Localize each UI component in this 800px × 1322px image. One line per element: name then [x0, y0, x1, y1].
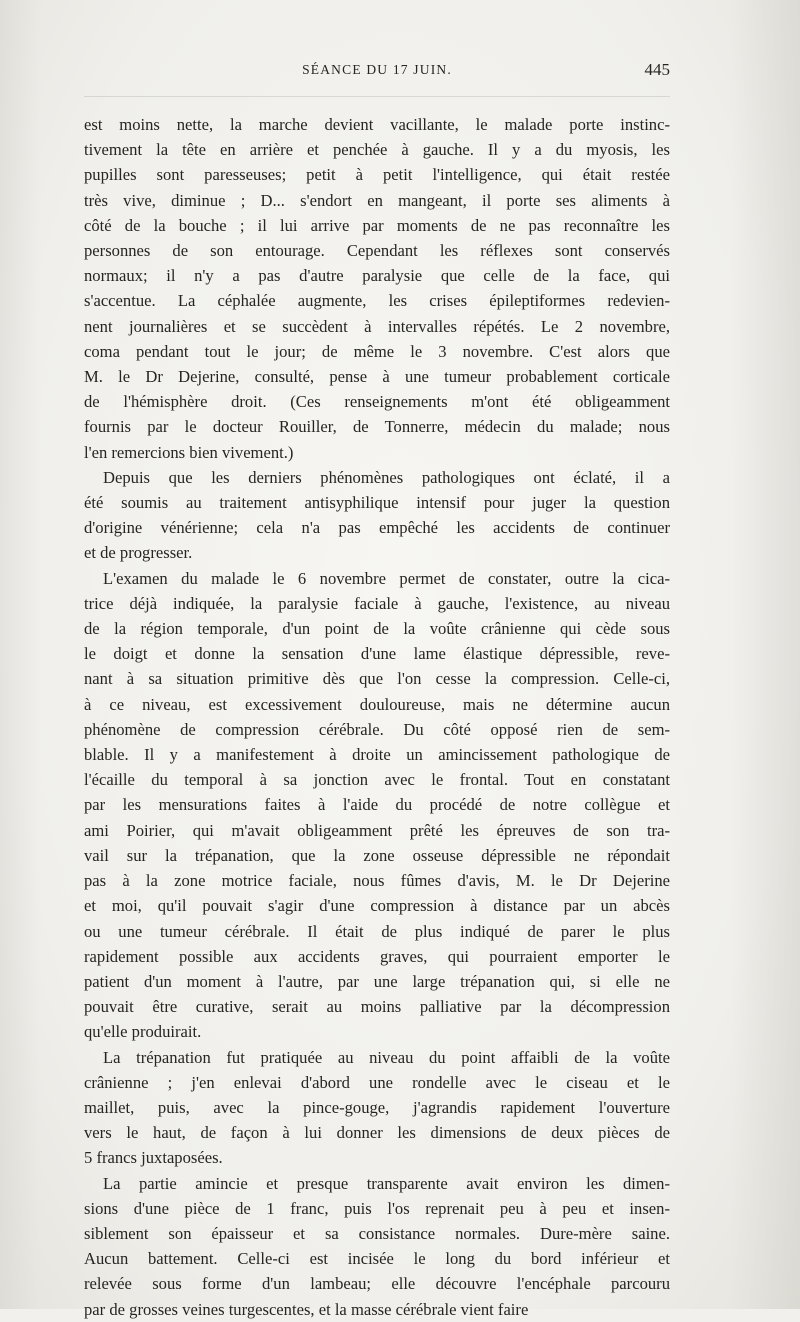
- text-line: La partie amincie et presque transparente avait environ les dimen-: [103, 1173, 670, 1193]
- text-line: à ce niveau, est excessivement douloureuse, mais ne détermine aucun: [84, 694, 670, 714]
- text-line: été soumis au traitement antisyphilique intensif pour juger la question: [84, 493, 670, 513]
- text-line: L'examen du malade le 6 novembre permet de constater, outre la cica-: [103, 568, 670, 588]
- text-line: personnes de son entourage. Cependant les réflexes sont conservés: [84, 241, 670, 261]
- text-line: pupilles sont paresseuses; petit à petit l'intelligence, qui était restée: [84, 165, 670, 185]
- text-line: qu'elle produirait.: [84, 1022, 202, 1042]
- text-line: de la région temporale, d'un point de la voûte crânienne qui cède sous: [84, 619, 670, 639]
- text-line: côté de la bouche ; il lui arrive par moments de ne pas reconnaître les: [84, 215, 670, 235]
- text-line: très vive, diminue ; D... s'endort en mangeant, il porte ses aliments à: [84, 190, 670, 210]
- text-line: sions d'une pièce de 1 franc, puis l'os reprenait peu à peu et insen-: [84, 1198, 670, 1218]
- text-line: par de grosses veines turgescentes, et la masse cérébrale vient faire: [84, 1299, 529, 1319]
- text-line: crânienne ; j'en enlevai d'abord une rondelle avec le ciseau et le: [84, 1072, 670, 1092]
- body-text: [84, 112, 670, 1322]
- text-line: relevée sous forme d'un lambeau; elle découvre l'encéphale parcouru: [84, 1274, 670, 1294]
- text-line: Aucun battement. Celle-ci est incisée le long du bord inférieur et: [84, 1249, 670, 1269]
- text-line: blable. Il y a manifestement à droite un amincissement pathologique de: [84, 745, 670, 765]
- text-line: vers le haut, de façon à lui donner les dimensions de deux pièces de: [84, 1123, 670, 1143]
- text-line: La trépanation fut pratiquée au niveau du point affaibli de la voûte: [103, 1047, 670, 1067]
- paragraph: [84, 112, 670, 465]
- text-line: est moins nette, la marche devient vacillante, le malade porte instinc-: [84, 115, 670, 134]
- paragraph: [84, 1171, 670, 1322]
- text-line: s'accentue. La céphalée augmente, les crises épileptiformes redevien-: [84, 291, 670, 311]
- page-edge-left: [0, 0, 40, 1309]
- text-line: ou une tumeur cérébrale. Il était de plus indiqué de parer le plus: [84, 921, 670, 941]
- paragraph: [84, 566, 670, 1045]
- running-title: SÉANCE DU 17 JUIN.: [302, 62, 452, 77]
- text-line: tivement la tête en arrière et penchée à gauche. Il y a du myosis, les: [84, 140, 670, 160]
- text-line: 5 francs juxtaposées.: [84, 1148, 223, 1168]
- text-line: et de progresser.: [84, 543, 193, 563]
- text-line: trice déjà indiquée, la paralysie faciale à gauche, l'existence, au niveau: [84, 593, 670, 613]
- text-line: pas à la zone motrice faciale, nous fûmes d'avis, M. le Dr Dejerine: [84, 871, 670, 891]
- text-line: et moi, qu'il pouvait s'agir d'une compression à distance par un abcès: [84, 896, 670, 916]
- text-line: maillet, puis, avec la pince-gouge, j'agrandis rapidement l'ouverture: [84, 1097, 670, 1117]
- page-number: 445: [644, 60, 670, 79]
- text-line: par les mensurations faites à l'aide du procédé de notre collègue et: [84, 795, 670, 815]
- text-line: de l'hémisphère droit. (Ces renseignements m'ont été obligeamment: [84, 392, 670, 412]
- text-line: l'en remercions bien vivement.): [84, 442, 294, 462]
- text-line: d'origine vénérienne; cela n'a pas empêché les accidents de continuer: [84, 518, 670, 538]
- text-line: patient d'un moment à l'autre, par une large trépanation qui, si elle ne: [84, 971, 670, 991]
- text-line: l'écaille du temporal à sa jonction avec le frontal. Tout en constatant: [84, 770, 670, 790]
- paragraph: [84, 1045, 670, 1171]
- text-line: nent journalières et se succèdent à intervalles répétés. Le 2 novembre,: [84, 316, 670, 336]
- text-line: fournis par le docteur Rouiller, de Tonnerre, médecin du malade; nous: [84, 417, 670, 437]
- text-line: nant à sa situation primitive dès que l'on cesse la compression. Celle-ci,: [84, 669, 670, 689]
- text-line: vail sur la trépanation, que la zone osseuse dépressible ne répondait: [84, 845, 670, 865]
- text-line: pouvait être curative, serait au moins palliative par la décompression: [84, 997, 670, 1017]
- text-line: rapidement possible aux accidents graves, qui pourraient emporter le: [84, 946, 670, 966]
- page-header: [84, 62, 670, 88]
- text-line: phénomène de compression cérébrale. Du côté opposé rien de sem-: [84, 719, 670, 739]
- text-line: coma pendant tout le jour; de même le 3 novembre. C'est alors que: [84, 341, 670, 361]
- header-rule: [84, 96, 670, 97]
- text-line: siblement son épaisseur et sa consistance normales. Dure-mère saine.: [84, 1223, 670, 1243]
- text-line: ami Poirier, qui m'avait obligeamment prêté les épreuves de son tra-: [84, 820, 670, 840]
- text-line: M. le Dr Dejerine, consulté, pense à une tumeur probablement corticale: [84, 367, 670, 387]
- paragraph: [84, 465, 670, 566]
- text-line: Depuis que les derniers phénomènes pathologiques ont éclaté, il a: [103, 467, 670, 487]
- text-line: le doigt et donne la sensation d'une lame élastique dépressible, reve-: [84, 644, 670, 664]
- page-edge-right: [730, 0, 800, 1309]
- text-line: normaux; il n'y a pas d'autre paralysie que celle de la face, qui: [84, 266, 670, 286]
